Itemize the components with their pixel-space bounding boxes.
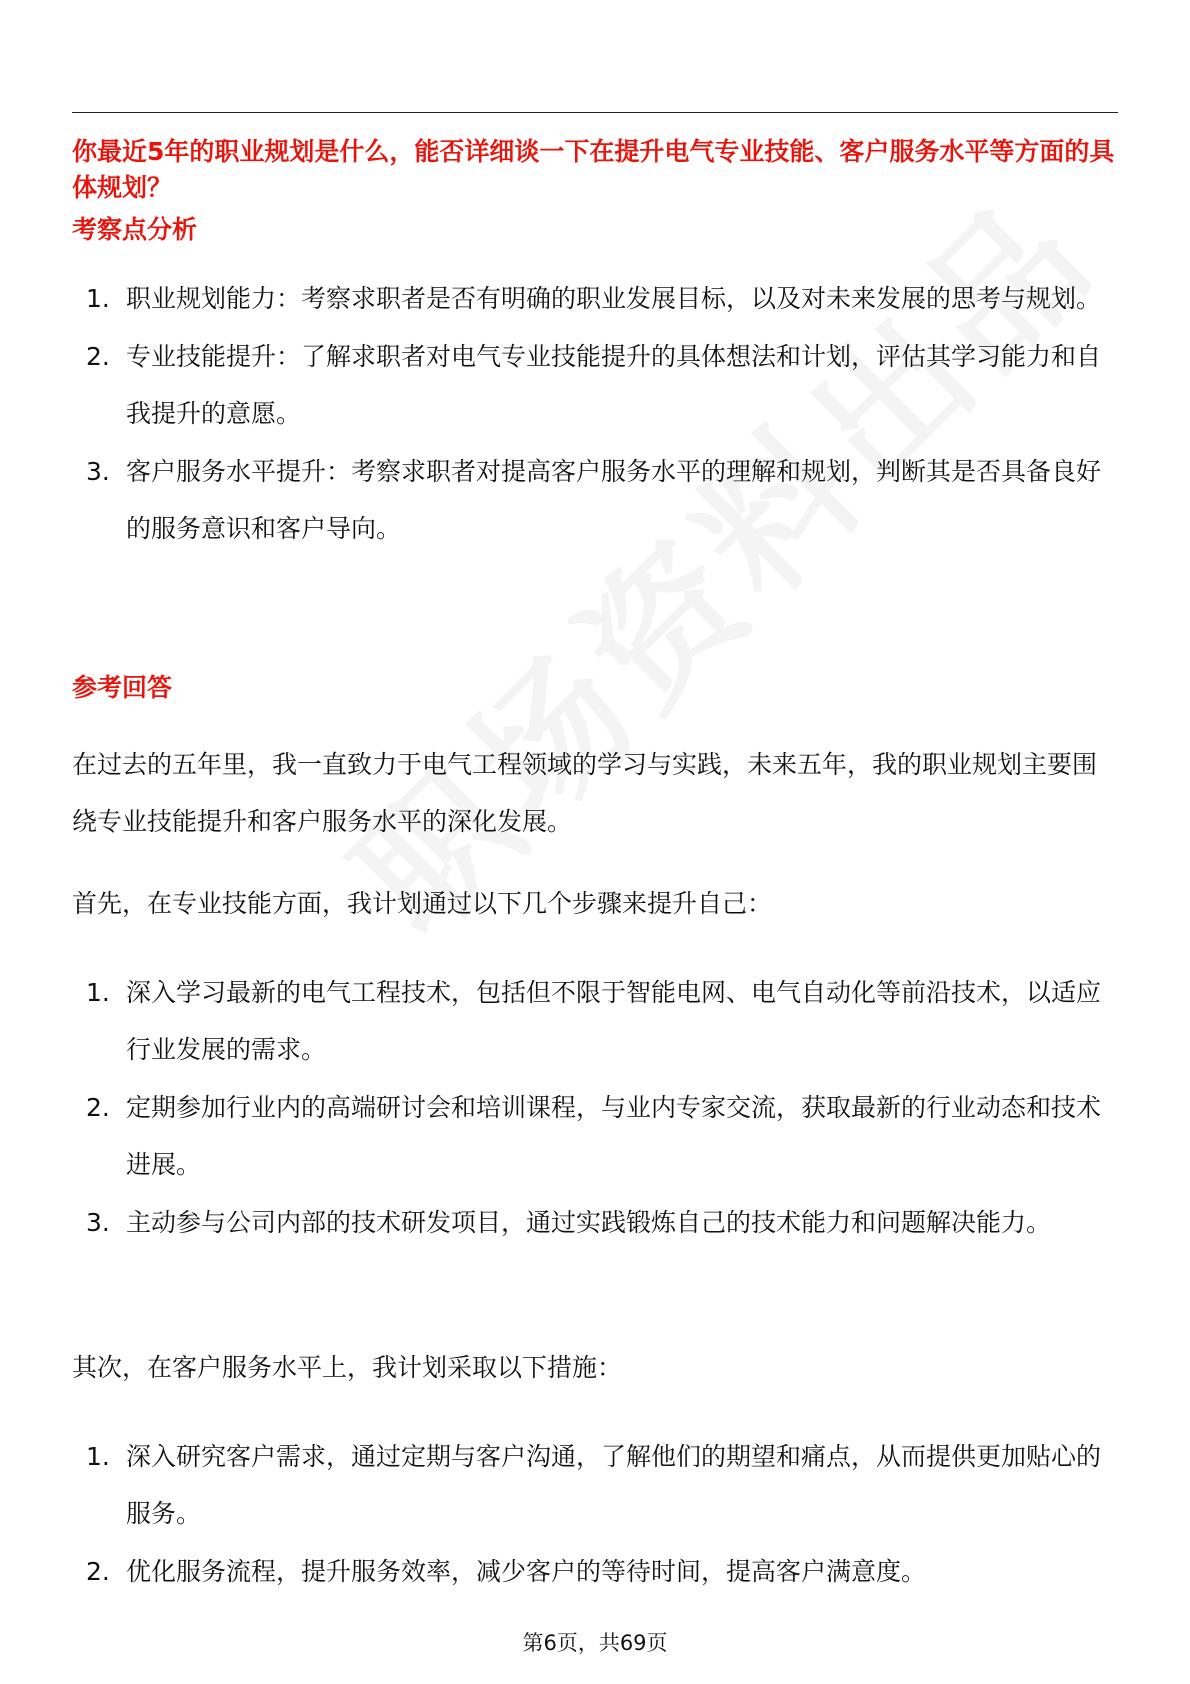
list-number: 2.	[86, 1557, 110, 1586]
list-number: 2.	[86, 342, 110, 371]
answer-intro: 在过去的五年里，我一直致力于电气工程领域的学习与实践，未来五年，我的职业规划主要围绕专业技能提升和客户服务水平的深化发展。	[72, 750, 1098, 836]
list-item-text: 客户服务水平提升：考察求职者对提高客户服务水平的理解和规划，判断其是否具备良好的服务意识和客户导向。	[126, 457, 1102, 543]
question-title: 你最近5年的职业规划是什么，能否详细谈一下在提升电气专业技能、客户服务水平等方面的具体规划？	[72, 137, 1115, 202]
page-footer	[0, 1628, 1190, 1658]
header-divider	[72, 112, 1118, 113]
list-item	[72, 1428, 1118, 1542]
list-number: 3.	[86, 457, 110, 486]
list-number: 1.	[86, 1442, 110, 1471]
list-item-text: 深入研究客户需求，通过定期与客户沟通，了解他们的期望和痛点，从而提供更加贴心的服务。	[126, 1442, 1102, 1528]
list-item-text: 定期参加行业内的高端研讨会和培训课程，与业内专家交流，获取最新的行业动态和技术进展。	[126, 1093, 1102, 1179]
list-number: 1.	[86, 284, 110, 313]
list-item	[72, 328, 1118, 442]
answer-heading: 参考回答	[72, 673, 173, 702]
list-number: 1.	[86, 978, 110, 1007]
list-item	[72, 964, 1118, 1078]
list-item-text: 主动参与公司内部的技术研发项目，通过实践锻炼自己的技术能力和问题解决能力。	[126, 1208, 1052, 1237]
list-number: 2.	[86, 1093, 110, 1122]
list-item-text: 职业规划能力：考察求职者是否有明确的职业发展目标，以及对未来发展的思考与规划。	[126, 284, 1102, 313]
skills-list	[72, 964, 1118, 1252]
list-number: 3.	[86, 1208, 110, 1237]
list-item	[72, 270, 1118, 327]
page-number: 第6页，共69页	[522, 1631, 668, 1655]
service-list	[72, 1428, 1118, 1601]
analysis-list	[72, 270, 1118, 558]
skills-intro: 首先，在专业技能方面，我计划通过以下几个步骤来提升自己：	[72, 889, 773, 918]
list-item	[72, 1194, 1118, 1251]
list-item	[72, 1543, 1118, 1600]
list-item	[72, 1079, 1118, 1193]
list-item-text: 优化服务流程，提升服务效率，减少客户的等待时间，提高客户满意度。	[126, 1557, 927, 1586]
list-item	[72, 443, 1118, 557]
analysis-heading: 考察点分析	[72, 215, 198, 244]
list-item-text: 深入学习最新的电气工程技术，包括但不限于智能电网、电气自动化等前沿技术，以适应行业发展的需求。	[126, 978, 1102, 1064]
service-intro: 其次，在客户服务水平上，我计划采取以下措施：	[72, 1353, 623, 1382]
list-item-text: 专业技能提升：了解求职者对电气专业技能提升的具体想法和计划，评估其学习能力和自我提升的意愿。	[126, 342, 1102, 428]
